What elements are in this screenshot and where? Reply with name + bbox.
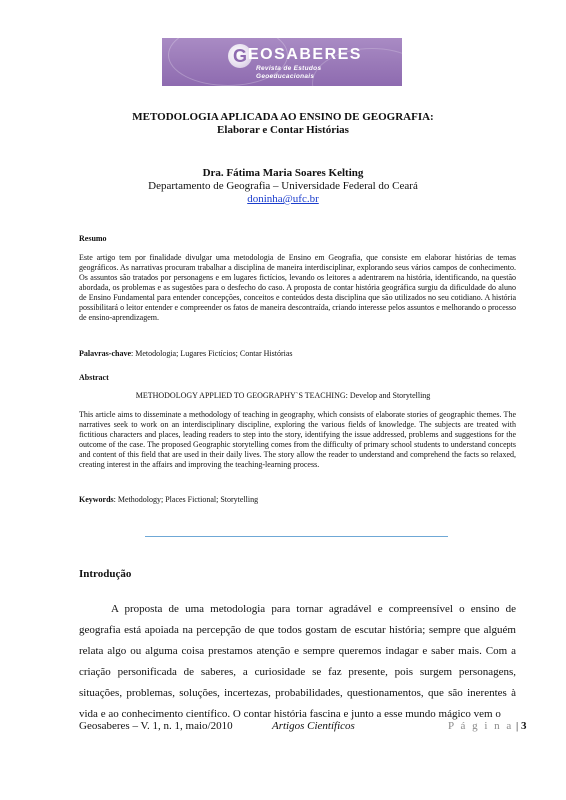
abstract-heading: Abstract	[79, 373, 109, 382]
footer-section: Artigos Científicos	[272, 720, 355, 732]
article-subtitle: Elaborar e Contar Histórias	[217, 124, 349, 136]
globe-logo-icon: G	[228, 44, 252, 68]
journal-subtitle: Revista de Estudos Geoeducacionais	[256, 65, 322, 80]
article-title: METODOLOGIA APLICADA AO ENSINO DE GEOGRAFIA:	[132, 111, 434, 123]
resumo-heading: Resumo	[79, 234, 107, 243]
section-divider	[145, 536, 448, 537]
author-affiliation: Departamento de Geografia – Universidade Federal do Ceará	[148, 180, 418, 192]
author-name: Dra. Fátima Maria Soares Kelting	[202, 167, 364, 179]
resumo-text: Este artigo tem por finalidade divulgar uma metodologia de Ensino em Geografia, que consiste em elaborar histórias de temas geográficos. As narrativas procuram trabalhar a disciplina de maneira interdisciplinar, explorando seus vários campos de conhecimento. Os assuntos são tratados por personagens e em lugares fictícios, levando os leitores a adentrarem na história, identificando, na questão abordada, os problemas e as sugestões para o desfecho do caso. A proposta de contar história geográfica surgiu da dificuldade do aluno de Ensino Fundamental para entender concepções, conceitos e conteúdos desta disciplina que são utilizados no seu cotidiano. A história possibilitará o leitor entender e compreender os fatos de maneira descontraída, criando interesse pelos assuntos e melhorando o processo de ensino-aprendizagem.	[79, 253, 516, 322]
footer-journal: Geosaberes – V. 1, n. 1, maio/2010	[79, 720, 233, 732]
abstract-keywords: Keywords: Methodology; Places Fictional; Storytelling	[79, 495, 259, 504]
abstract-text: This article aims to disseminate a methodology of teaching in geography, which consists of elaborate stories of geographic themes. The narratives seek to work on an interdisciplinary discipline, exploring the various fields of knowledge. The subjects are treated with fictitious characters and places, leading readers to step into the story, identifying the issue addressed, problems and suggestions for the outcome of the case. The proposed Geographic storytelling comes from the difficulty of primary school students to understand concepts and content of this field that are used in their daily lives. The story allow the reader to understand and comprehend the facts so relaxed, creating interest in the affairs and improving the teaching-learning process.	[79, 410, 516, 469]
author-email-link[interactable]: doninha@ufc.br	[247, 193, 319, 205]
abstract-title: METHODOLOGY APPLIED TO GEOGRAPHY`S TEACHING: Develop and Storytelling	[135, 391, 431, 400]
footer-page: P á g i n a | 3	[448, 720, 527, 732]
journal-banner	[162, 38, 402, 86]
resumo-keywords: Palavras-chave: Metodologia; Lugares Fictícios; Contar Histórias	[79, 349, 293, 358]
journal-name: EOSABERES	[248, 46, 362, 63]
section-heading-introducao: Introdução	[79, 568, 132, 580]
introducao-text: A proposta de uma metodologia para tornar agradável e compreensível o ensino de geografia está apoiada na percepção de que todos gostam de escutar história; sempre que alguém relata algo ou alguma coisa prestamos atenção e sempre queremos indagar e saber mais. Com a criação personificada de saberes, a curiosidade se faz presente, pois surgem personagens, situações, problemas, soluções, incertezas, probabilidades, questionamentos, que são inerentes à vida e ao conhecimento científico. O contar história fascina e junto a esse mundo mágico vem o	[79, 603, 516, 720]
